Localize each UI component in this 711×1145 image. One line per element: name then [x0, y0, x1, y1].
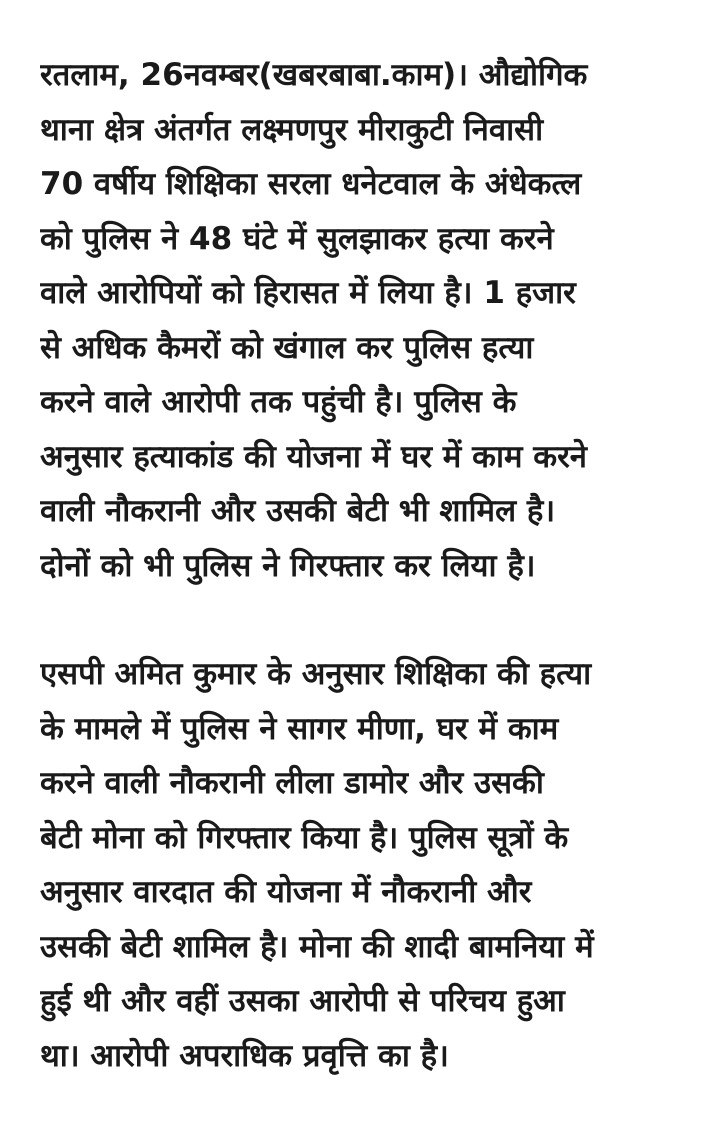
- article-paragraph-1: [40, 48, 681, 593]
- paragraph-spacer: [40, 593, 681, 647]
- paragraph-1-line-8: अनुसार हत्याकांड की योजना में घर में काम करने: [40, 438, 587, 475]
- paragraph-2-line-7: हुई थी और वहीं उसका आरोपी से परिचय हुआ: [40, 983, 565, 1019]
- paragraph-1-line-10: दोनों को भी पुलिस ने गिरफ्तार कर लिया है।: [40, 547, 536, 584]
- paragraph-2-line-1: एसपी अमित कुमार के अनुसार शिक्षिका की हत्या: [40, 656, 592, 692]
- paragraph-1-line-2: थाना क्षेत्र अंतर्गत लक्ष्मणपुर मीराकुटी निवासी: [40, 111, 544, 148]
- paragraph-1-line-3: 70 वर्षीय शिक्षिका सरला धनेटवाल के अंधेकत्ल: [40, 166, 582, 202]
- paragraph-1-line-6: से अधिक कैमरों को खंगाल कर पुलिस हत्या: [40, 329, 534, 366]
- paragraph-2-line-6: उसकी बेटी शामिल है। मोना की शादी बामनिया में: [40, 928, 594, 965]
- paragraph-2-line-4: बेटी मोना को गिरफ्तार किया है। पुलिस सूत्रों के: [40, 819, 569, 856]
- paragraph-1-line-4: को पुलिस ने 48 घंटे में सुलझाकर हत्या करने: [40, 220, 554, 257]
- paragraph-1-line-1: रतलाम, 26नवम्बर(खबरबाबा.काम)। औद्योगिक: [40, 57, 588, 93]
- paragraph-1-line-9: वाली नौकरानी और उसकी बेटी भी शामिल है।: [40, 493, 556, 529]
- paragraph-1-line-5: वाले आरोपियों को हिरासत में लिया है। 1 हजार: [40, 275, 576, 311]
- paragraph-2-line-5: अनुसार वारदात की योजना में नौकरानी और: [40, 874, 532, 910]
- paragraph-2-line-3: करने वाली नौकरानी लीला डामोर और उसकी: [40, 765, 544, 801]
- news-article: [40, 48, 681, 1083]
- article-paragraph-2: [40, 647, 681, 1083]
- paragraph-1-line-7: करने वाले आरोपी तक पहुंची है। पुलिस के: [40, 384, 517, 420]
- paragraph-2-line-2: के मामले में पुलिस ने सागर मीणा, घर में काम: [40, 710, 559, 747]
- paragraph-2-line-8: था। आरोपी अपराधिक प्रवृत्ति का है।: [40, 1037, 449, 1074]
